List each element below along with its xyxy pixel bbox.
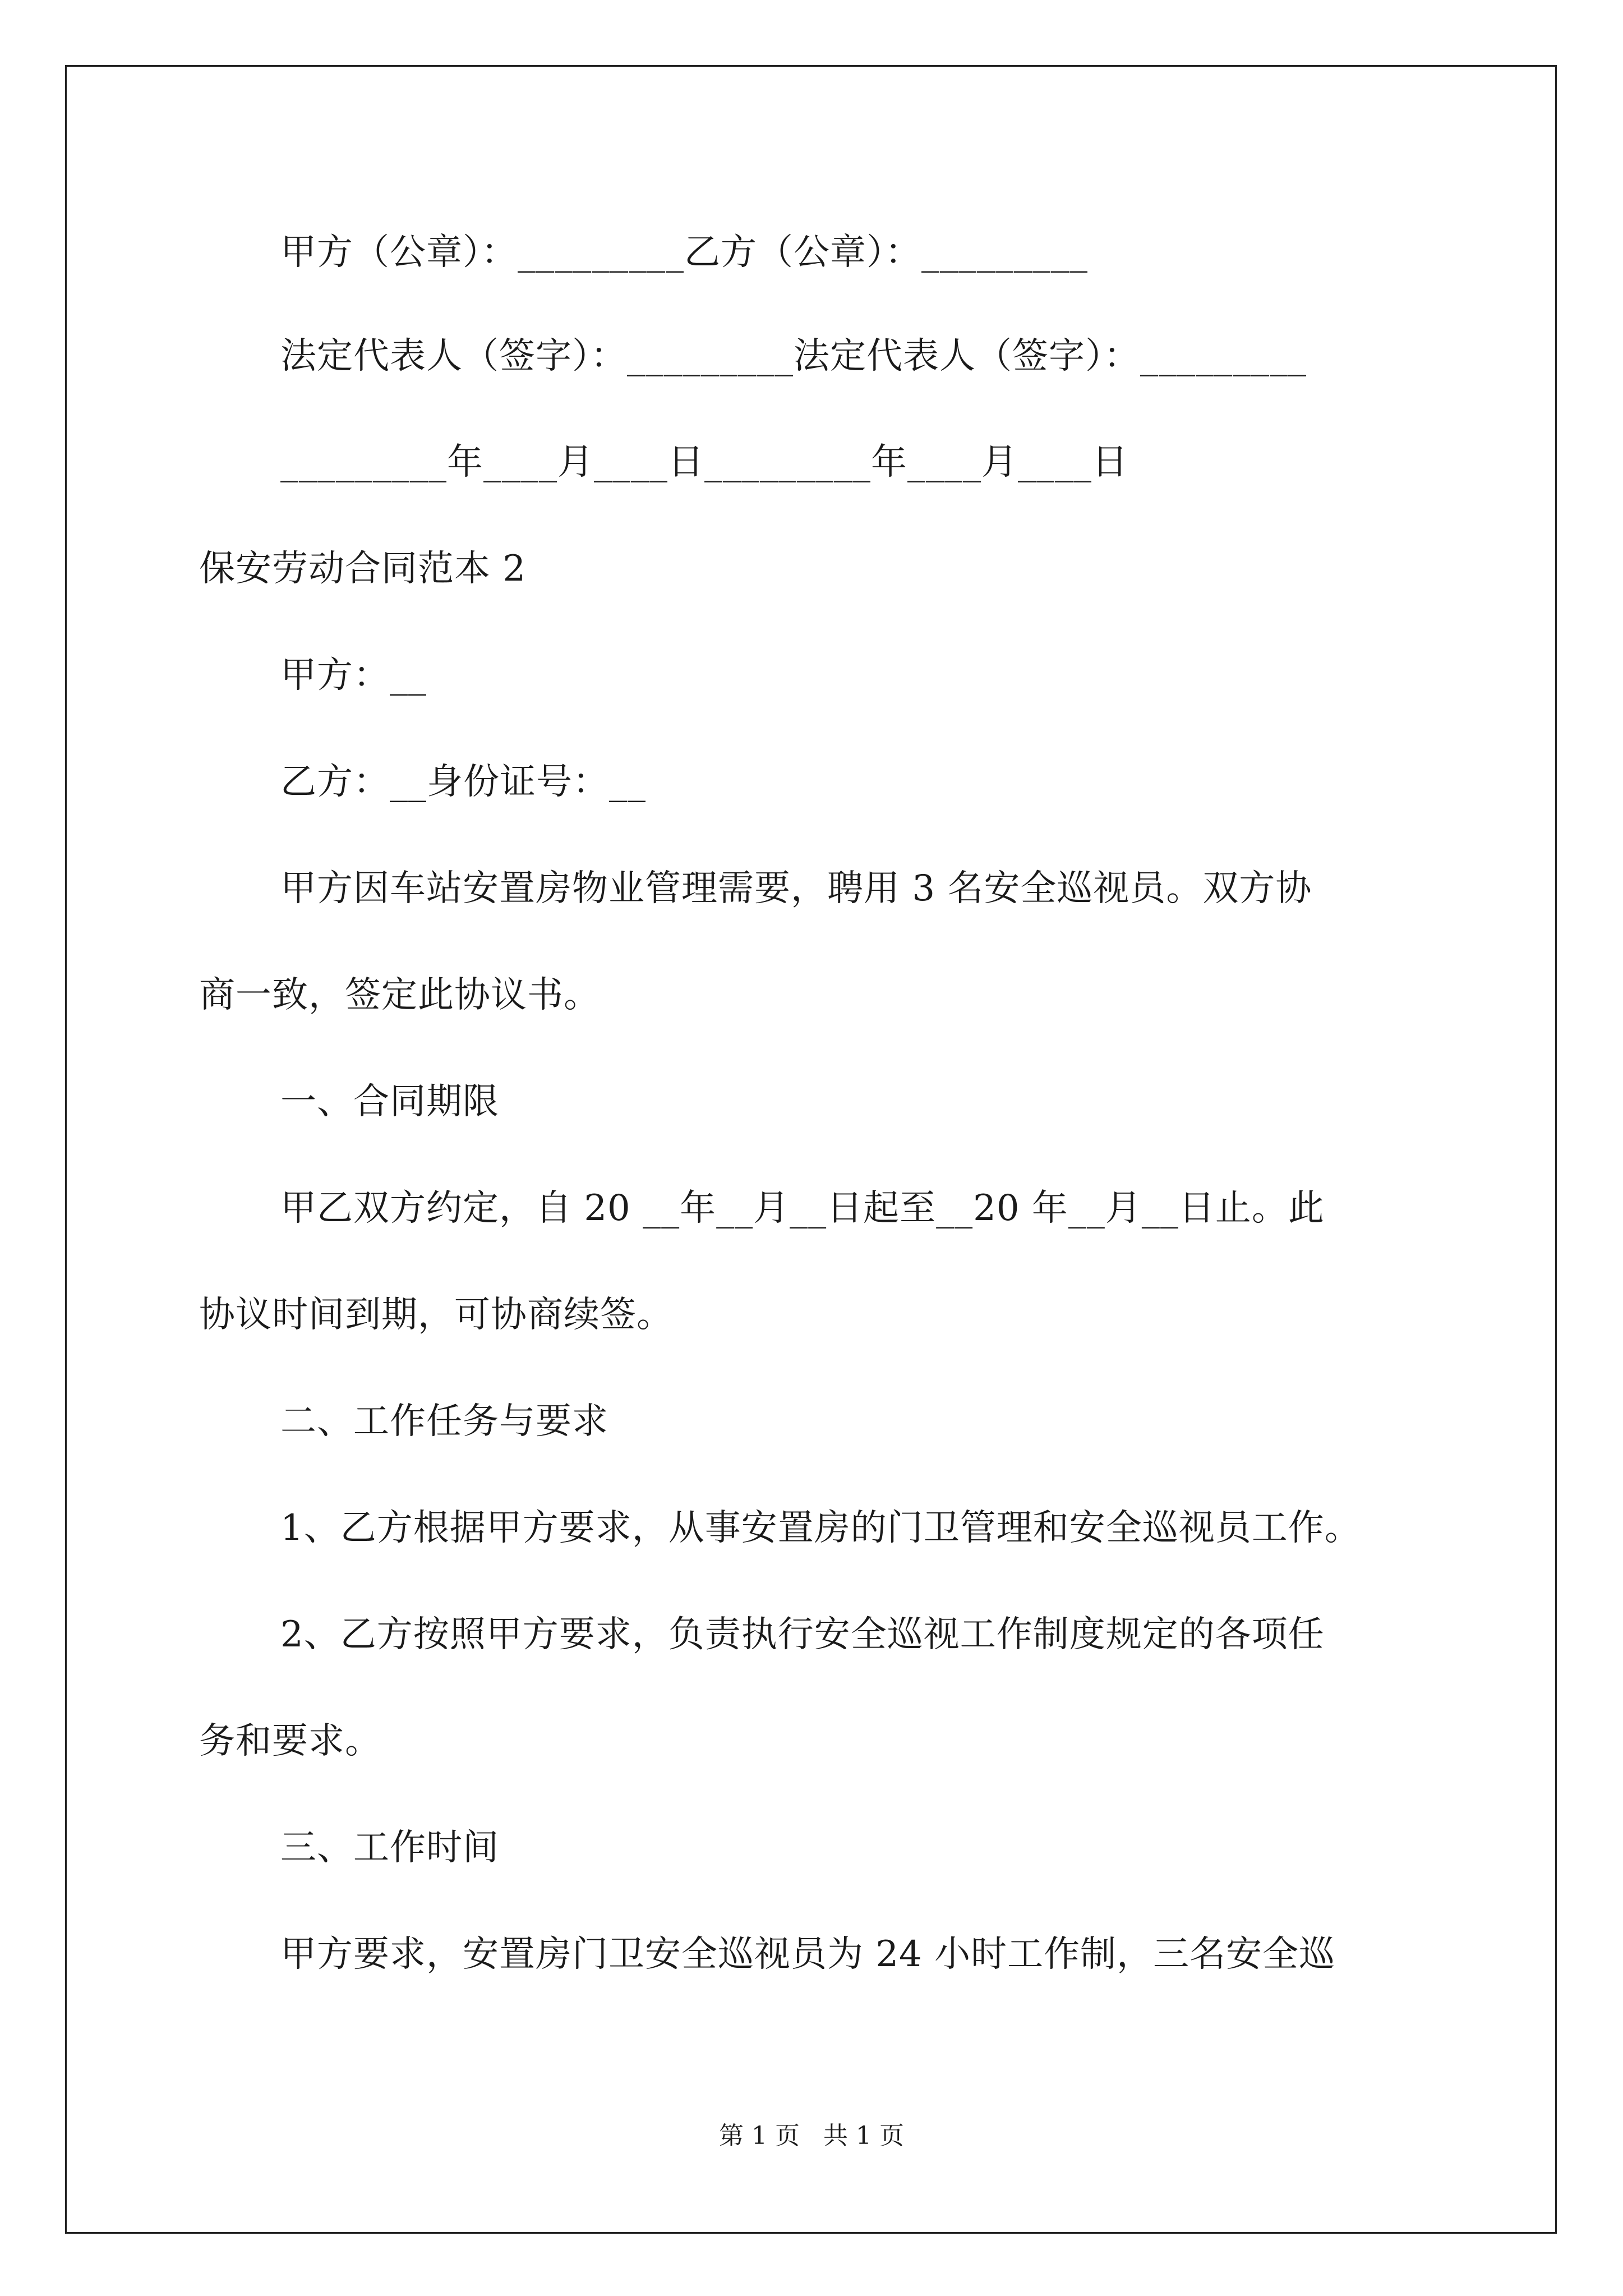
section-heading-term: 一、合同期限 (280, 1081, 499, 1122)
signature-line-legal-representatives: 法定代表人（签字）：_________法定代表人（签字）：_________ (280, 335, 1307, 377)
page-footer: 第 1 页 共 1 页 (719, 2122, 904, 2150)
party-b-line: 乙方：__身份证号：__ (280, 761, 646, 803)
page-border (65, 65, 1557, 2234)
paragraph-task-2-line-2: 务和要求。 (199, 1720, 381, 1762)
paragraph-intro-line-1: 甲方因车站安置房物业管理需要，聘用 3 名安全巡视员。双方协 (280, 868, 1312, 909)
section-heading-hours: 三、工作时间 (280, 1827, 499, 1869)
document-title: 保安劳动合同范本 2 (199, 548, 527, 590)
paragraph-task-2-line-1: 2、乙方按照甲方要求，负责执行安全巡视工作制度规定的各项任 (280, 1614, 1325, 1655)
paragraph-hours-line-1: 甲方要求，安置房门卫安全巡视员为 24 小时工作制，三名安全巡 (280, 1934, 1336, 1975)
signature-line-party-seals: 甲方（公章）：_________乙方（公章）：_________ (280, 232, 1088, 273)
paragraph-term-line-2: 协议时间到期，可协商续签。 (199, 1294, 673, 1336)
signature-line-dates: _________年____月____日_________年____月____日 (280, 441, 1128, 483)
party-a-line: 甲方：__ (280, 655, 427, 696)
paragraph-task-1: 1、乙方根据甲方要求，从事安置房的门卫管理和安全巡视员工作。 (280, 1507, 1361, 1549)
section-heading-tasks: 二、工作任务与要求 (280, 1401, 608, 1442)
paragraph-intro-line-2: 商一致，签定此协议书。 (199, 974, 600, 1016)
paragraph-term-line-1: 甲乙双方约定，自 20 __年__月__日起至__20 年__月__日止。此 (280, 1188, 1325, 1229)
